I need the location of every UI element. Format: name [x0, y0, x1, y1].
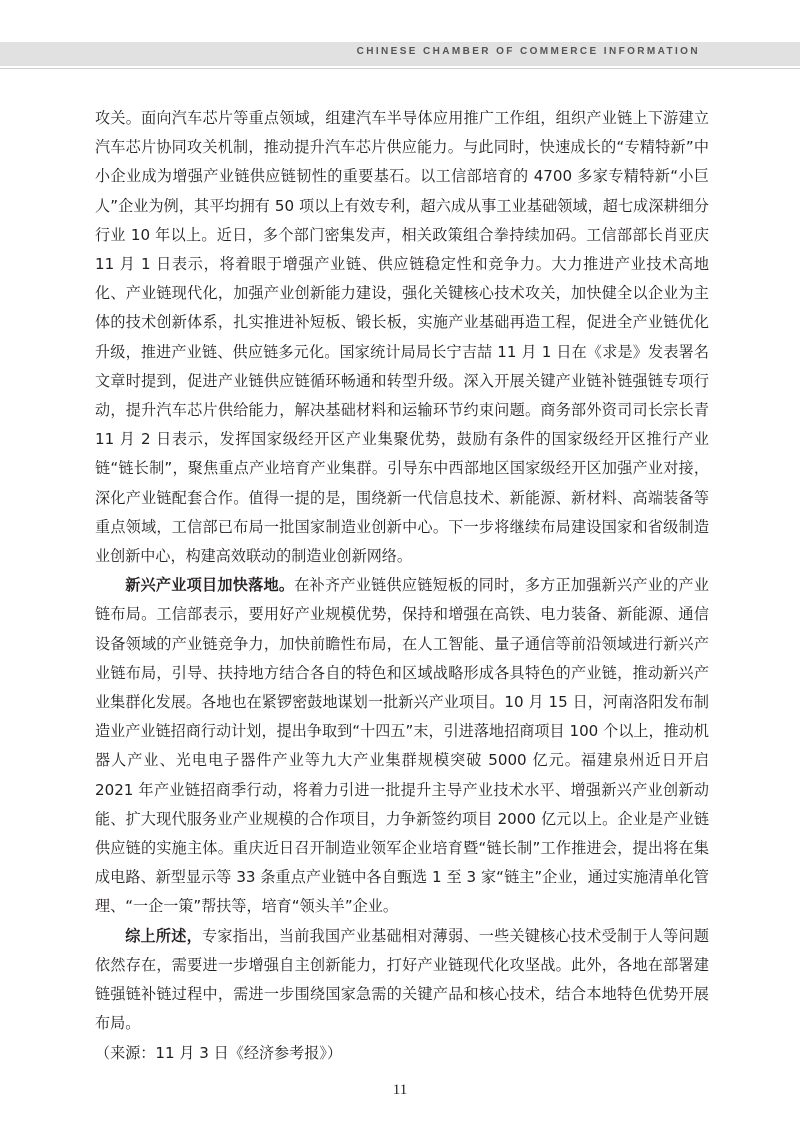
source-citation: （来源：11 月 3 日《经济参考报》）	[95, 1043, 342, 1062]
paragraph-3	[95, 922, 709, 1039]
article-body	[95, 104, 709, 1068]
paragraph-2	[95, 571, 709, 921]
page-number: 11	[392, 1082, 408, 1098]
paragraph-2-text: 在补齐产业链供应链短板的同时，多方正加强新兴产业的产业链布局。工信部表示，要用好产业规模优势，保持和增强在高铁、电力装备、新能源、通信设备领域的产业链竞争力，加快前瞻性布局，在人工智能、量子通信等前沿领域进行新兴产业链布局，引导、扶持地方结合各自的特色和区域战略形成各具特色的产业链，推动新兴产业集群化发展。各地也在紧锣密鼓地谋划一批新兴产业项目。10 月 15 日，河南洛阳发布制造业产业链招商行动计划，提出争取到“十四五”末，引进落地招商项目 100 个以上，推动机器人产业、光电电子器件产业等九大产业集群规模突破 5000 亿元。福建泉州近日开启 2021 年产业链招商季行动，将着力引进一批提升主导产业技术水平、增强新兴产业创新动能、扩大现代服务业产业规模的合作项目，力争新签约项目 2000 亿元以上。企业是产业链供应链的实施主体。重庆近日召开制造业领军企业培育暨“链长制”工作推进会，提出将在集成电路、新型显示等 33 条重点产业链中各自甄选 1 至 3 家“链主”企业，通过实施清单化管理、“一企一策”帮扶等，培育“领头羊”企业。	[95, 576, 709, 916]
header-divider	[0, 68, 800, 69]
paragraph-3-lead: 综上所述，	[125, 926, 203, 945]
paragraph-3-text: 专家指出，当前我国产业基础相对薄弱、一些关键核心技术受制于人等问题依然存在，需要进一步增强自主创新能力，打好产业链现代化攻坚战。此外，各地在部署建链强链补链过程中，需进一步围绕国家急需的关键产品和核心技术，结合本地特色优势开展布局。	[95, 926, 709, 1033]
paragraph-1: 攻关。面向汽车芯片等重点领域，组建汽车半导体应用推广工作组，组织产业链上下游建立汽车芯片协同攻关机制，推动提升汽车芯片供应能力。与此同时，快速成长的“专精特新”中小企业成为增强产业链供应链韧性的重要基石。以工信部培育的 4700 多家专精特新“小巨人”企业为例，其平均拥有 50 项以上有效专利，超六成从事工业基础领域，超七成深耕细分行业 10 年以上。近日，多个部门密集发声，相关政策组合拳持续加码。工信部部长肖亚庆 11 月 1 日表示，将着眼于增强产业链、供应链稳定性和竞争力。大力推进产业技术高地化、产业链现代化，加强产业创新能力建设，强化关键核心技术攻关，加快健全以企业为主体的技术创新体系，扎实推进补短板、锻长板，实施产业基础再造工程，促进全产业链优化升级，推进产业链、供应链多元化。国家统计局局长宁吉喆 11 月 1 日在《求是》发表署名文章时提到，促进产业链供应链循环畅通和转型升级。深入开展关键产业链补链强链专项行动，提升汽车芯片供给能力，解决基础材料和运输环节约束问题。商务部外资司司长宗长青 11 月 2 日表示，发挥国家级经开区产业集聚优势，鼓励有条件的国家级经开区推行产业链“链长制”，聚焦重点产业培育产业集群。引导东中西部地区国家级经开区加强产业对接，深化产业链配套合作。值得一提的是，围绕新一代信息技术、新能源、新材料、高端装备等重点领域，工信部已布局一批国家制造业创新中心。下一步将继续布局建设国家和省级制造业创新中心，构建高效联动的制造业创新网络。	[95, 109, 709, 566]
paragraph-2-lead: 新兴产业项目加快落地。	[125, 576, 295, 595]
header-title: CHINESE CHAMBER OF COMMERCE INFORMATION	[356, 46, 700, 57]
